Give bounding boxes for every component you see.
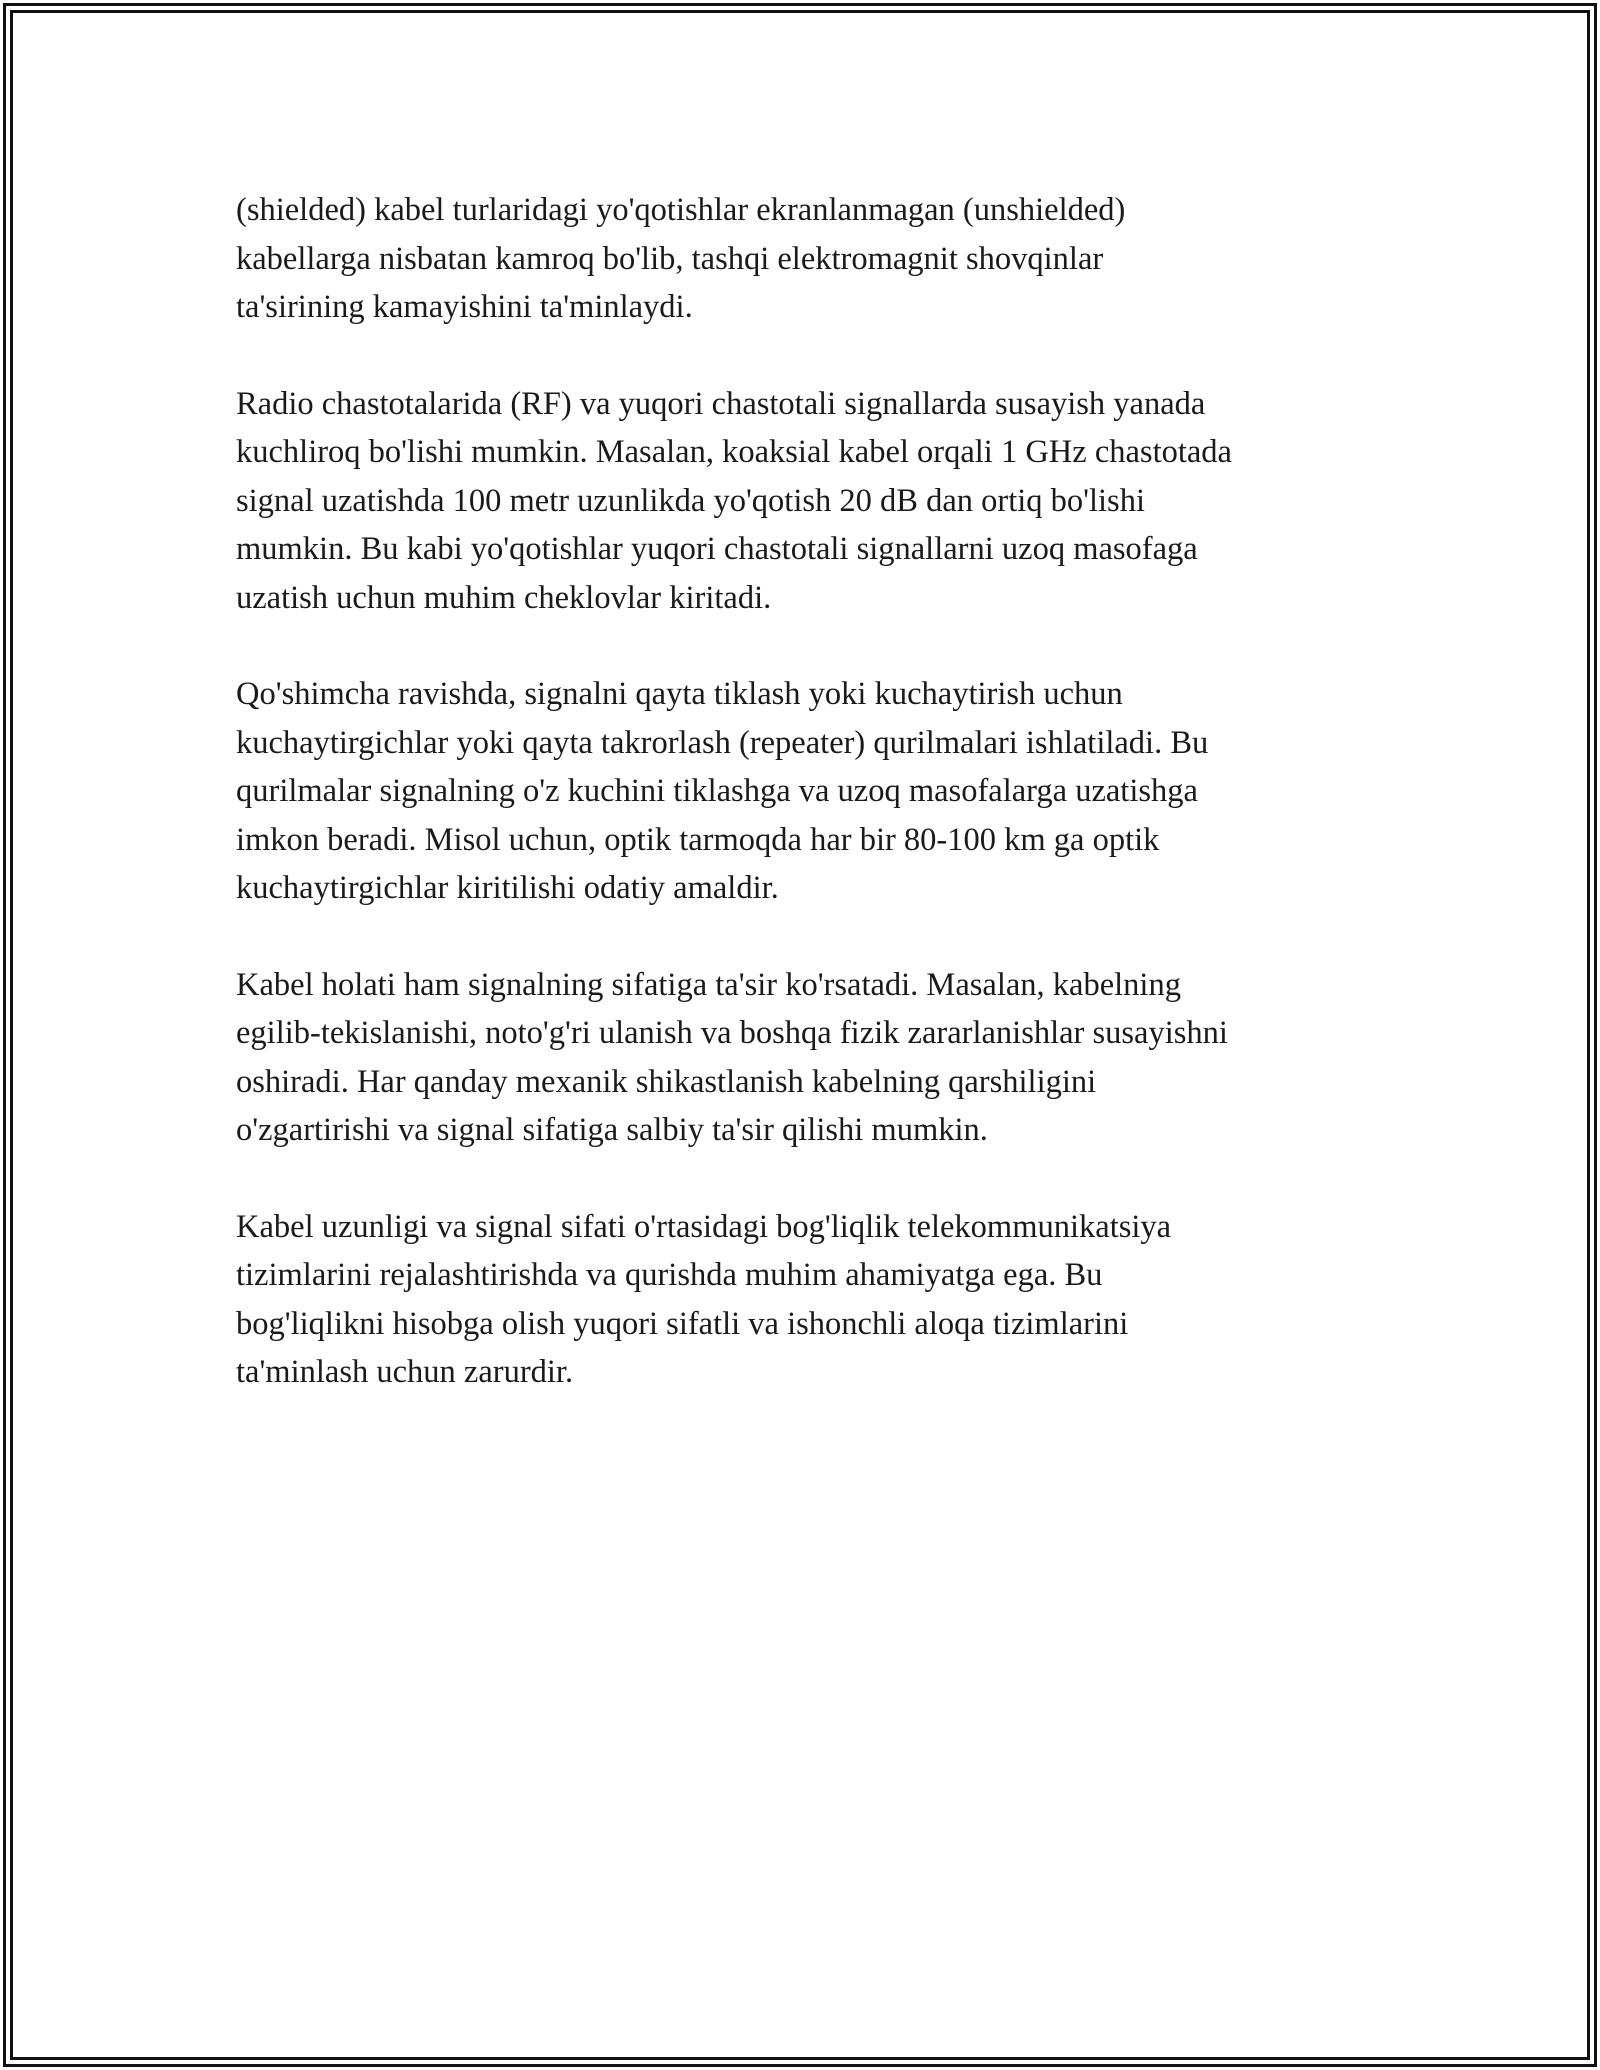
text-line: ta'sirining kamayishini ta'minlaydi. bbox=[236, 289, 693, 325]
document-body bbox=[236, 186, 1376, 1445]
text-line: imkon beradi. Misol uchun, optik tarmoqda har bir 80-100 km ga optik bbox=[236, 821, 1160, 858]
text-line: Radio chastotalarida (RF) va yuqori chastotali signallarda susayish yanada bbox=[236, 385, 1206, 422]
text-line: tizimlarini rejalashtirishda va qurishda muhim ahamiyatga ega. Bu bbox=[236, 1257, 1103, 1293]
text-line: bog'liqlikni hisobga olish yuqori sifatli va ishonchli aloqa tizimlarini bbox=[236, 1305, 1129, 1342]
paragraph-cable-condition bbox=[236, 961, 1376, 1155]
text-line: uzatish uchun muhim cheklovlar kiritadi. bbox=[236, 579, 772, 616]
text-line: signal uzatishda 100 metr uzunlikda yo'qotish 20 dB dan ortiq bo'lishi bbox=[236, 482, 1145, 519]
paragraph-conclusion bbox=[236, 1203, 1376, 1397]
text-line: o'zgartirishi va signal sifatiga salbiy ta'sir qilishi mumkin. bbox=[236, 1112, 988, 1148]
text-line: kuchaytirgichlar yoki qayta takrorlash (repeater) qurilmalari ishlatiladi. Bu bbox=[236, 724, 1209, 761]
text-line: kuchliroq bo'lishi mumkin. Masalan, koaksial kabel orqali 1 GHz chastotada bbox=[236, 434, 1232, 470]
text-line: Kabel uzunligi va signal sifati o'rtasidagi bog'liqlik telekommunikatsiya bbox=[236, 1208, 1172, 1245]
text-line: ta'minlash uchun zarurdir. bbox=[236, 1354, 574, 1390]
text-line: kabellarga nisbatan kamroq bo'lib, tashqi elektromagnit shovqinlar bbox=[236, 240, 1104, 277]
paragraph-radio-frequency bbox=[236, 380, 1376, 623]
text-line: kuchaytirgichlar kiritilishi odatiy amaldir. bbox=[236, 870, 779, 906]
text-line: oshiradi. Har qanday mexanik shikastlanish kabelning qarshiligini bbox=[236, 1063, 1097, 1100]
text-line: egilib-tekislanishi, noto'g'ri ulanish va boshqa fizik zararlanishlar susayishni bbox=[236, 1015, 1228, 1051]
text-line: (shielded) kabel turlaridagi yo'qotishlar ekranlanmagan (unshielded) bbox=[236, 192, 1126, 228]
text-line: Kabel holati ham signalning sifatiga ta'sir ko'rsatadi. Masalan, kabelning bbox=[236, 966, 1181, 1003]
paragraph-repeaters bbox=[236, 670, 1376, 913]
text-line: Qo'shimcha ravishda, signalni qayta tiklash yoki kuchaytirish uchun bbox=[236, 676, 1123, 712]
text-line: qurilmalar signalning o'z kuchini tiklashga va uzoq masofalarga uzatishga bbox=[236, 773, 1198, 809]
text-line: mumkin. Bu kabi yo'qotishlar yuqori chastotali signallarni uzoq masofaga bbox=[236, 531, 1198, 567]
paragraph-shielded-cables bbox=[236, 186, 1376, 332]
